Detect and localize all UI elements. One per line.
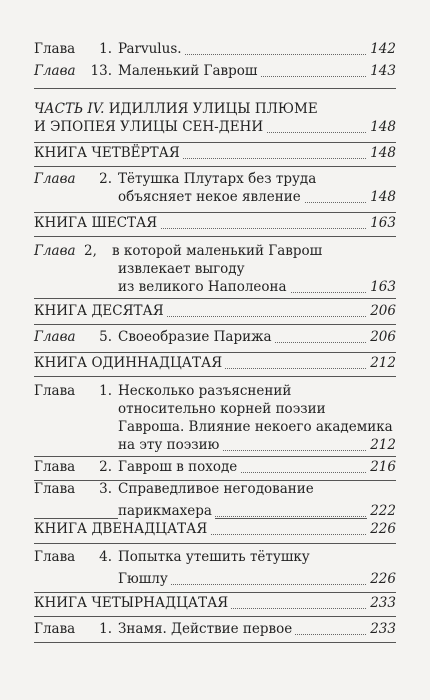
page-number: 148 — [367, 118, 396, 136]
divider — [34, 212, 396, 213]
page-number: 212 — [367, 436, 396, 454]
toc-entry — [34, 62, 396, 80]
book-title: КНИГА ЧЕТЫРНАДЦАТАЯ — [34, 595, 231, 611]
page-number: 206 — [367, 328, 396, 346]
chapter-prefix: Глава — [34, 549, 76, 565]
page-number: 233 — [367, 620, 396, 638]
divider — [34, 518, 396, 519]
toc-book-entry — [34, 594, 396, 612]
divider — [34, 616, 396, 617]
chapter-title-line2: парикмахера — [118, 503, 215, 519]
chapter-number: 1. — [99, 41, 112, 57]
part-title-line2: И ЭПОПЕЯ УЛИЦЫ СЕН-ДЕНИ — [34, 119, 266, 135]
divider — [34, 298, 396, 299]
toc-entry — [34, 480, 396, 520]
page-number: 148 — [367, 188, 396, 206]
chapter-title-line1: Несколько разъяснений — [118, 383, 292, 399]
chapter-title-line1: Попытка утешить тётушку — [118, 549, 310, 565]
chapter-number: 2. — [99, 171, 112, 187]
chapter-prefix: Глава — [34, 243, 76, 259]
toc-entry — [34, 382, 396, 454]
toc-entry — [34, 40, 396, 58]
book-title: КНИГА ШЕСТАЯ — [34, 215, 160, 231]
toc-entry — [34, 620, 396, 638]
chapter-number: 3. — [99, 481, 112, 497]
page-number: 233 — [367, 594, 396, 612]
divider — [34, 166, 396, 167]
chapter-prefix: Глава — [34, 459, 76, 475]
chapter-number: 2, — [84, 243, 97, 259]
chapter-prefix: Глава — [34, 171, 76, 187]
divider — [34, 142, 396, 143]
book-title: КНИГА ДЕСЯТАЯ — [34, 303, 167, 319]
chapter-number: 4. — [99, 549, 112, 565]
page-number: 206 — [367, 302, 396, 320]
page-number: 163 — [367, 214, 396, 232]
chapter-title: Своеобразие Парижа — [118, 329, 272, 345]
toc-entry — [34, 548, 396, 588]
page-number: 163 — [367, 278, 396, 296]
toc-part-entry: ЧАСТЬ IV. ИДИЛЛИЯ УЛИЦЫ ПЛЮМЕ И ЭПОПЕЯ УЛИЦЫ СЕН-ДЕНИ 148 — [34, 101, 396, 135]
toc-entry — [34, 328, 396, 346]
chapter-prefix: Глава — [34, 481, 76, 497]
chapter-title-line1: Справедливое негодование — [118, 481, 314, 497]
chapter-prefix: Глава — [34, 383, 76, 399]
chapter-prefix: Глава — [34, 41, 76, 57]
chapter-title: Знамя. Действие первое — [118, 621, 293, 637]
chapter-title-line2: относительно корней поэзии — [118, 401, 329, 417]
book-title: КНИГА ОДИННАДЦАТАЯ — [34, 355, 225, 371]
page-number: 216 — [367, 458, 396, 476]
divider — [34, 88, 396, 89]
chapter-title-line3: Гавроша. Влияние некоего академика — [118, 419, 396, 435]
page-number: 226 — [367, 520, 396, 538]
chapter-prefix: Глава — [34, 329, 76, 345]
toc-book-entry — [34, 354, 396, 372]
chapter-number: 1. — [99, 621, 112, 637]
page-number: 143 — [367, 62, 396, 80]
divider — [34, 592, 396, 593]
chapter-title-line2: извлекает выгоду — [118, 261, 248, 277]
chapter-title: Гаврош в походе — [118, 459, 238, 475]
toc-book-entry — [34, 520, 396, 538]
chapter-title: Parvulus. — [118, 41, 182, 57]
divider — [34, 324, 396, 325]
chapter-number: 2. — [99, 459, 112, 475]
divider — [34, 352, 396, 353]
book-title: КНИГА ДВЕНАДЦАТАЯ — [34, 521, 210, 537]
chapter-title-line1: в которой маленький Гаврош — [112, 243, 323, 259]
book-title: КНИГА ЧЕТВЁРТАЯ — [34, 145, 183, 161]
chapter-title-line2: объясняет некое явление — [118, 189, 304, 205]
page-number: 212 — [367, 354, 396, 372]
page-number: 148 — [367, 144, 396, 162]
chapter-number: 1. — [99, 383, 112, 399]
divider — [34, 376, 396, 377]
divider — [34, 642, 396, 643]
divider — [34, 456, 396, 457]
chapter-title-line3: из великого Наполеона — [118, 279, 290, 295]
divider — [34, 543, 396, 544]
chapter-title: Маленький Гаврош — [118, 63, 258, 79]
page-number: 222 — [367, 502, 396, 520]
chapter-number: 5. — [99, 329, 112, 345]
toc-book-entry — [34, 144, 396, 162]
toc-entry — [34, 458, 396, 476]
page-number: 142 — [367, 40, 396, 58]
toc-entry — [34, 242, 396, 296]
chapter-title-line1: Тётушка Плутарх без труда — [118, 171, 317, 187]
chapter-prefix: Глава — [34, 621, 76, 637]
toc-book-entry — [34, 302, 396, 320]
page-number: 226 — [367, 570, 396, 588]
toc-book-entry — [34, 214, 396, 232]
chapter-title-line2: Гюшлу — [118, 571, 171, 587]
chapter-prefix: Глава — [34, 63, 76, 79]
toc-entry — [34, 170, 396, 206]
chapter-title-line4: на эту поэзию — [118, 437, 222, 453]
chapter-number: 13. — [90, 63, 112, 79]
divider — [34, 236, 396, 237]
